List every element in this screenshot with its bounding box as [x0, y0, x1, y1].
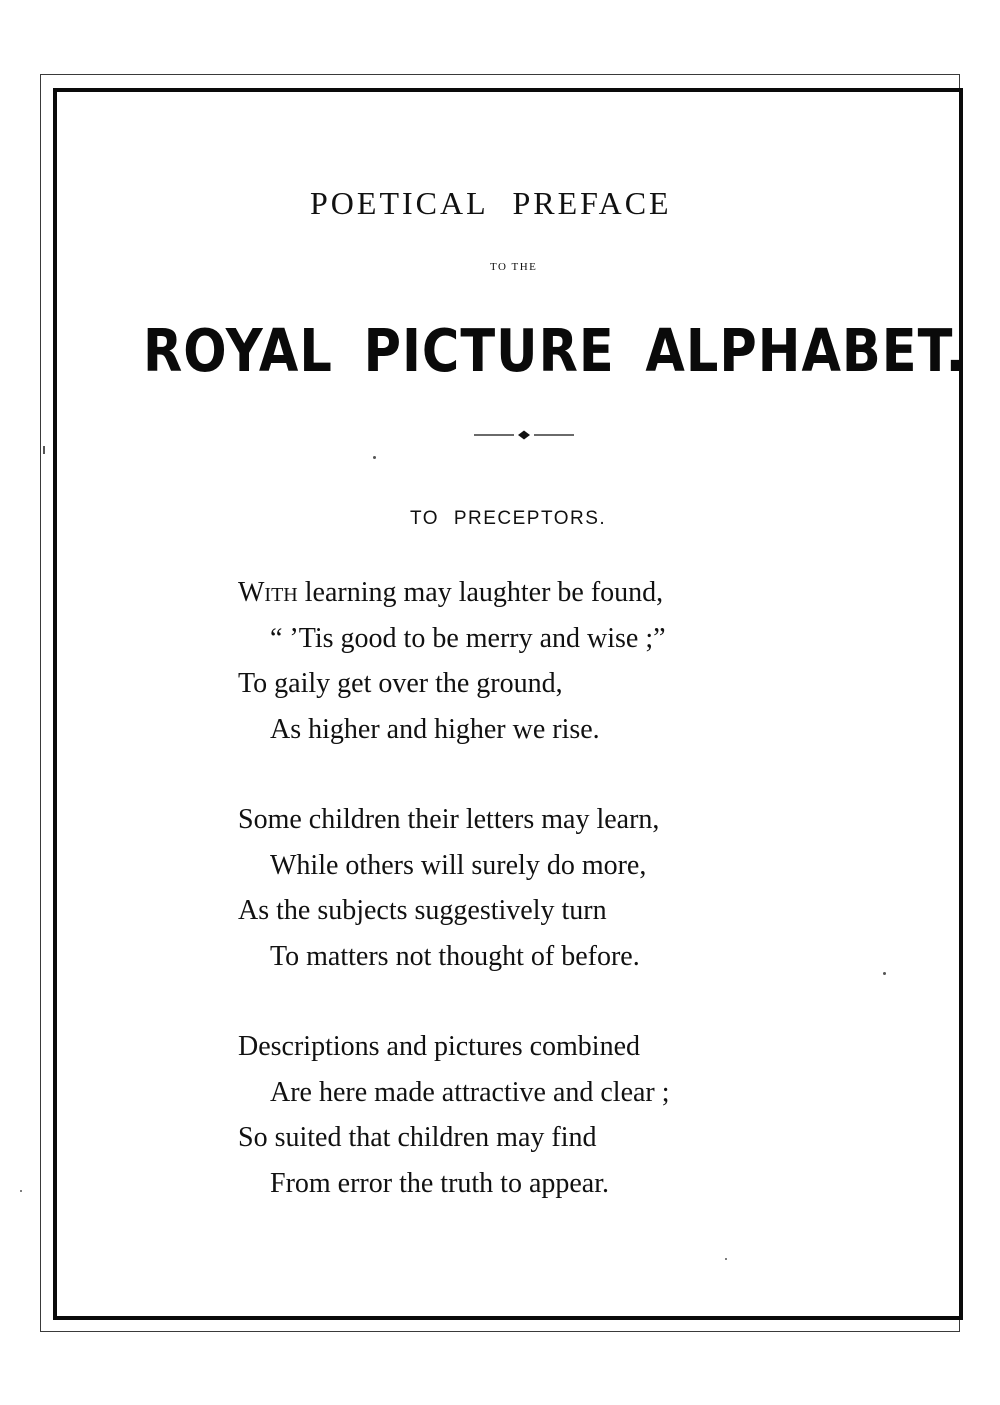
diamond-ornament-icon [474, 428, 574, 442]
print-speck [373, 456, 376, 459]
poem [238, 570, 798, 1251]
preface-heading: POETICAL PREFACE [310, 185, 672, 221]
poem-line: Some children their letters may learn, [238, 804, 660, 835]
poem-line: Are here made attractive and clear ; [270, 1076, 670, 1108]
print-speck [725, 1258, 727, 1260]
stanza-1 [238, 570, 798, 752]
poem-line: Descriptions and pictures combined [238, 1031, 641, 1062]
stanza-2 [238, 797, 798, 979]
poem-line: “ ’Tis good to be merry and wise ;” [270, 622, 666, 654]
poem-line-text: learning may laughter be found, [297, 577, 664, 608]
poem-line: To gaily get over the ground, [238, 668, 563, 699]
drop-word: With [238, 577, 298, 608]
stanza-3 [238, 1024, 798, 1206]
to-the-subheading: TO THE [490, 261, 538, 273]
poem-line: To matters not thought of before. [270, 940, 640, 972]
print-speck [20, 1190, 22, 1192]
section-heading: TO PRECEPTORS. [410, 508, 607, 529]
page-title: ROYAL PICTURE ALPHABET. [143, 318, 967, 386]
print-speck [883, 972, 886, 975]
poem-line: While others will surely do more, [270, 849, 647, 881]
poem-line: So suited that children may find [238, 1122, 597, 1153]
poem-line: As the subjects suggestively turn [238, 895, 607, 926]
poem-line: As higher and higher we rise. [270, 713, 600, 745]
poem-line: From error the truth to appear. [270, 1167, 610, 1199]
poem-line [238, 570, 798, 616]
print-speck [43, 446, 45, 454]
